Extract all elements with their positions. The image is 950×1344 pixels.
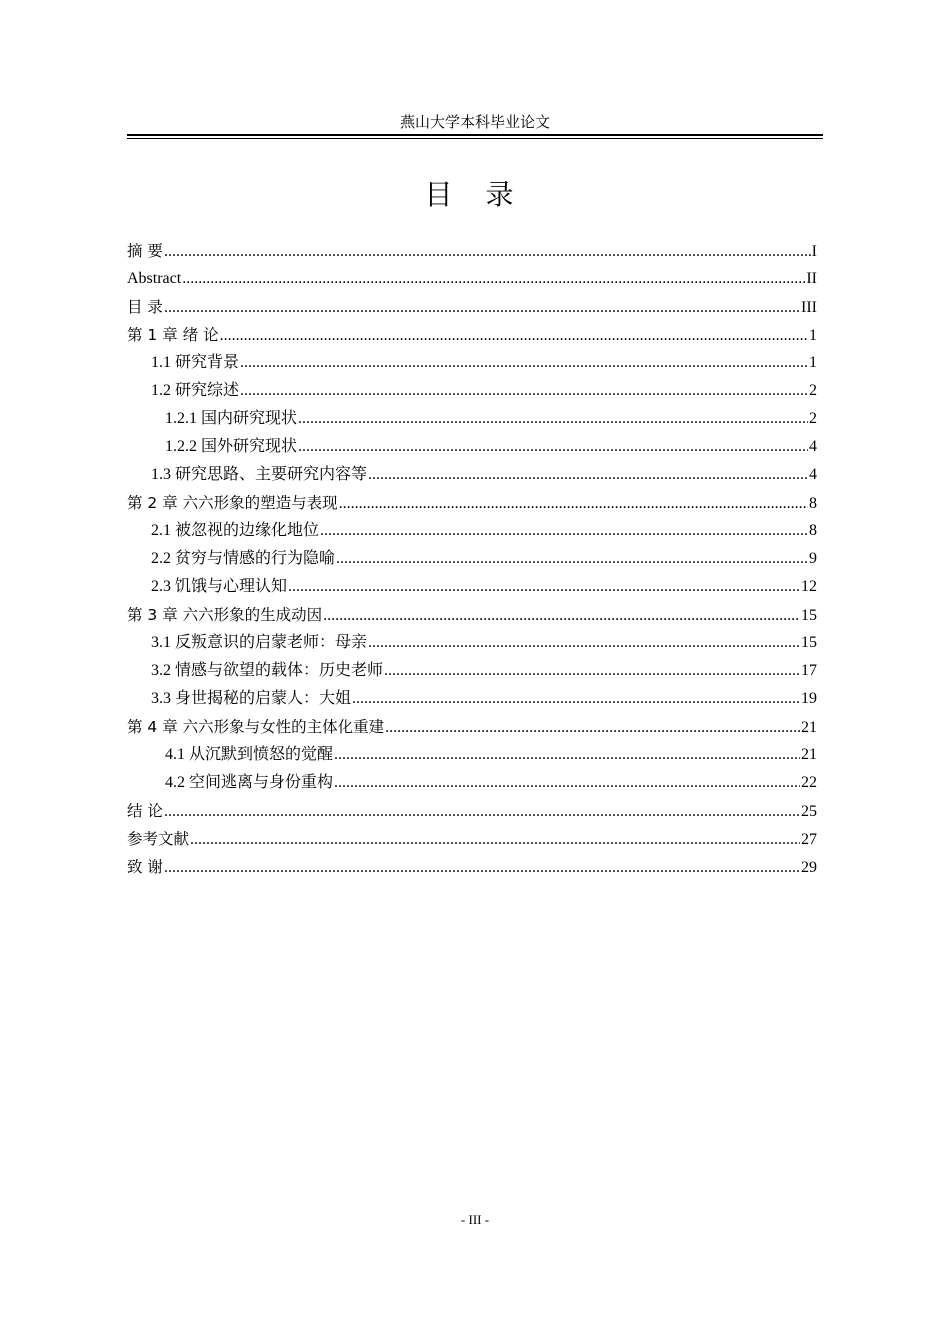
toc-entry-label: 3.1 反叛意识的启蒙老师：母亲 [151,634,368,651]
toc-entry[interactable] [127,265,817,293]
toc-entry[interactable] [127,685,817,713]
toc-leader-dots [352,685,800,713]
toc-entry-page: 21 [801,719,817,736]
toc-leader-dots [385,714,800,742]
toc-entry-page: 22 [801,774,817,791]
running-header: 燕山大学本科毕业论文 [399,115,550,131]
toc-entry[interactable] [127,601,817,629]
toc-leader-dots [320,517,808,545]
toc-entry-label: 1.3 研究思路、主要研究内容等 [151,466,368,483]
toc-entry-label: 第 4 章 六六形象与女性的主体化重建 [127,718,385,736]
toc-leader-dots [334,769,800,797]
toc-entry-page: 2 [809,410,817,427]
toc-entry[interactable] [127,853,817,881]
toc-entry-page: II [806,270,817,287]
toc-entry-page: 15 [801,634,817,651]
toc-entry-page: 4 [809,466,817,483]
toc-entry-label: 1.2.1 国内研究现状 [165,410,298,427]
toc-leader-dots [298,405,808,433]
toc-entry[interactable] [127,489,817,517]
header-rule-thick [127,134,823,136]
toc-leader-dots [240,377,808,405]
toc-leader-dots [164,238,811,266]
toc-entry-label: 1.1 研究背景 [151,354,240,371]
toc-leader-dots [220,322,808,350]
toc-leader-dots [164,854,800,882]
toc-entry[interactable] [127,293,817,321]
toc-entry[interactable] [127,461,817,489]
toc-entry[interactable] [127,377,817,405]
toc-entry-label: 4.2 空间逃离与身份重构 [165,774,334,791]
toc-entry-label: 1.2.2 国外研究现状 [165,438,298,455]
toc-entry-page: 8 [809,522,817,539]
toc-entry-label: 第 3 章 六六形象的生成动因 [127,606,323,624]
page-number: - III - [460,1212,490,1227]
toc-leader-dots [164,798,800,826]
toc-entry-page: 12 [801,578,817,595]
toc-leader-dots [323,602,800,630]
toc-entry[interactable] [127,797,817,825]
toc-entry[interactable] [127,713,817,741]
toc-entry-label: 4.1 从沉默到愤怒的觉醒 [165,746,334,763]
toc-entry-label: 致 谢 [127,858,163,876]
toc-leader-dots [190,826,800,854]
page-title: 目 录 [424,178,526,211]
toc-entry-page: 25 [801,803,817,820]
toc-entry-label: 3.2 情感与欲望的载体：历史老师 [151,662,384,679]
toc-entry[interactable] [127,321,817,349]
toc-entry-page: 2 [809,382,817,399]
toc-entry-page: 19 [801,690,817,707]
toc-entry-label: 第 1 章 绪 论 [127,326,219,344]
toc-leader-dots [334,741,800,769]
toc-leader-dots [164,294,800,322]
toc-entry[interactable] [127,657,817,685]
toc-entry-page: 21 [801,746,817,763]
toc-entry-label: 2.3 饥饿与心理认知 [151,578,288,595]
toc-leader-dots [240,349,808,377]
toc-entry-page: 15 [801,607,817,624]
toc-entry-label: 结 论 [127,802,163,820]
toc-entry-label: 3.3 身世揭秘的启蒙人：大姐 [151,690,352,707]
toc-leader-dots [288,573,800,601]
toc-entry-label: 参考文献 [127,830,190,848]
toc-entry[interactable] [127,237,817,265]
toc-entry[interactable] [127,769,817,797]
toc-entry[interactable] [127,825,817,853]
toc-leader-dots [384,657,800,685]
toc-leader-dots [368,629,800,657]
toc-leader-dots [298,433,808,461]
toc-entry-label: 1.2 研究综述 [151,382,240,399]
toc-entry-label: 2.1 被忽视的边缘化地位 [151,522,320,539]
table-of-contents [127,237,817,881]
toc-entry-label: Abstract [127,270,182,287]
toc-leader-dots [339,490,808,518]
toc-entry-page: 1 [809,354,817,371]
toc-entry-label: 摘 要 [127,242,163,260]
toc-leader-dots [182,265,805,293]
toc-entry-page: 29 [801,859,817,876]
toc-leader-dots [368,461,808,489]
toc-entry-page: 1 [809,327,817,344]
toc-entry-page: I [811,243,817,260]
toc-entry[interactable] [127,405,817,433]
toc-entry-label: 第 2 章 六六形象的塑造与表现 [127,494,338,512]
toc-entry-page: III [801,299,817,316]
header-rule-thin [127,138,823,139]
toc-entry[interactable] [127,349,817,377]
toc-entry-page: 8 [809,495,817,512]
toc-entry[interactable] [127,573,817,601]
toc-entry[interactable] [127,517,817,545]
toc-leader-dots [336,545,808,573]
toc-entry-page: 17 [801,662,817,679]
toc-entry[interactable] [127,433,817,461]
toc-entry[interactable] [127,545,817,573]
toc-entry[interactable] [127,629,817,657]
toc-entry[interactable] [127,741,817,769]
toc-entry-page: 9 [809,550,817,567]
toc-entry-page: 27 [801,831,817,848]
toc-entry-label: 目 录 [127,298,163,316]
toc-entry-page: 4 [809,438,817,455]
toc-entry-label: 2.2 贫穷与情感的行为隐喻 [151,550,336,567]
